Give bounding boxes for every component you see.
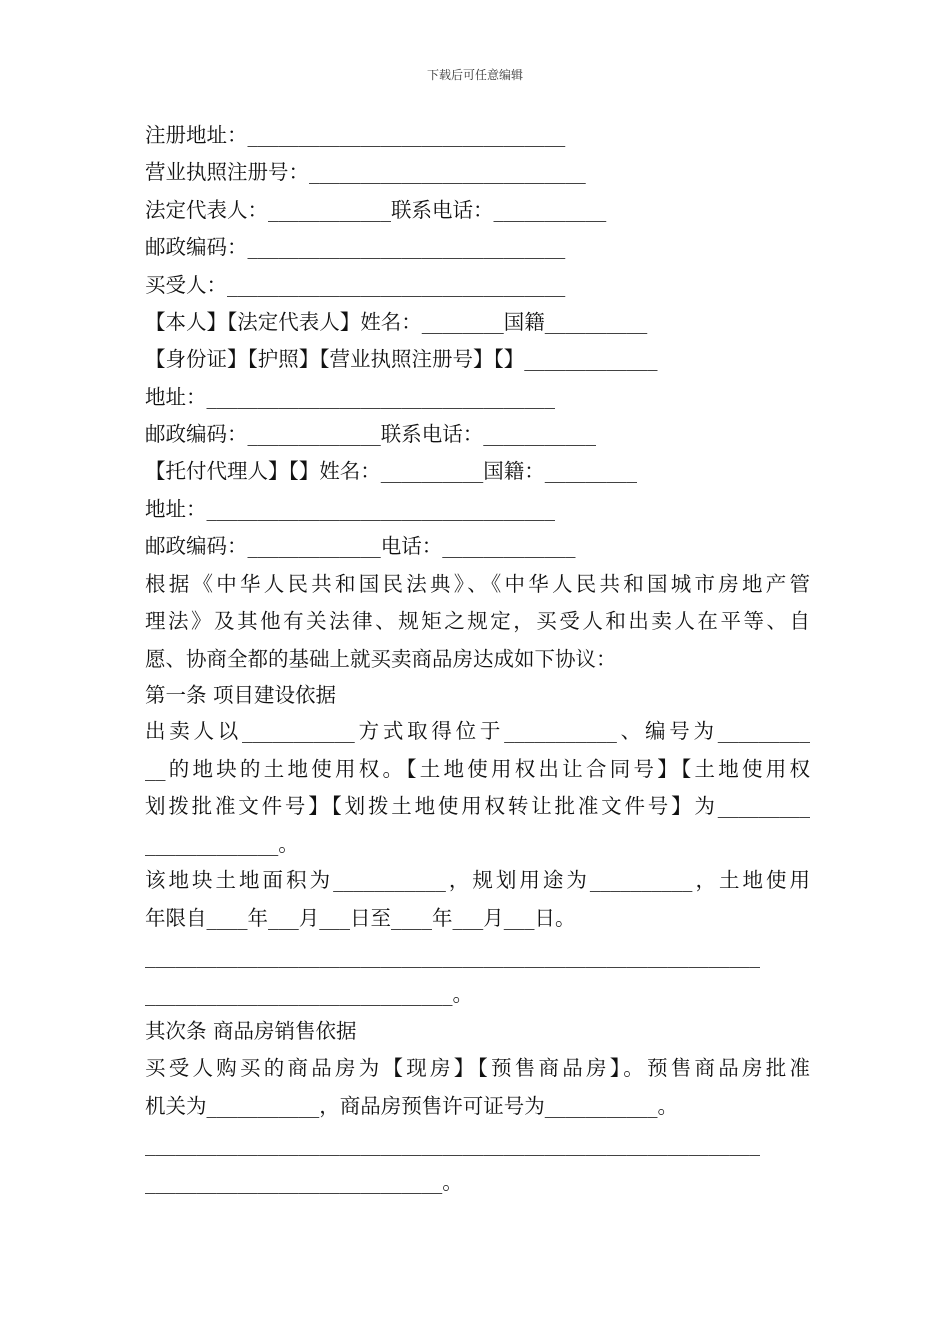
doc-line-article-1-2: __的地块的土地使用权。【土地使用权出让合同号】【土地使用权	[145, 757, 810, 781]
doc-line-buyer-address: 地址：__________________________________	[145, 385, 555, 409]
doc-line-agent-address: 地址：__________________________________	[145, 497, 555, 521]
doc-line-blank-3: ____________________________________________________________	[145, 1132, 760, 1156]
doc-line-article-2-2: 机关为___________，商品房预售许可证号为___________。	[145, 1094, 678, 1118]
doc-line-article-1-1: 出卖人以___________方式取得位于___________、编号为_________	[145, 719, 810, 743]
doc-line-agent-name: 【托付代理人】【】姓名：__________国籍：_________	[145, 459, 637, 483]
doc-line-preamble-1: 根据《中华人民共和国民法典》、《中华人民共和国城市房地产管	[145, 572, 810, 596]
doc-line-article-1-4: _____________。	[145, 832, 299, 856]
doc-line-agent-postal-phone: 邮政编码：_____________电话：_____________	[145, 534, 576, 558]
doc-line-blank-2: ______________________________。	[145, 982, 473, 1006]
doc-line-preamble-3: 愿、协商全都的基础上就买卖商品房达成如下协议：	[145, 647, 617, 671]
doc-line-blank-4: _____________________________。	[145, 1170, 463, 1194]
doc-line-postal-code: 邮政编码：_______________________________	[145, 235, 566, 259]
page-header: 下载后可任意编辑	[426, 68, 523, 82]
doc-line-registered-address: 注册地址：_______________________________	[145, 123, 566, 147]
doc-line-land-term: 年限自____年___月___日至____年___月___日。	[145, 906, 576, 930]
doc-line-article-2-1: 买受人购买的商品房为【现房】【预售商品房】。预售商品房批准	[145, 1056, 810, 1080]
doc-line-legal-rep-phone: 法定代表人：____________联系电话：___________	[145, 198, 607, 222]
doc-line-license-number: 营业执照注册号：___________________________	[145, 160, 586, 184]
doc-line-buyer-postal-phone: 邮政编码：_____________联系电话：___________	[145, 422, 596, 446]
doc-line-article-1-3: 划拨批准文件号】【划拨土地使用权转让批准文件号】为_________	[145, 794, 810, 818]
doc-line-buyer-id: 【身份证】【护照】【营业执照注册号】【】_____________	[145, 347, 658, 371]
doc-line-land-area: 该地块土地面积为___________，规划用途为__________，土地使用	[145, 868, 810, 892]
article-1-heading: 第一条 项目建设依据	[145, 683, 337, 707]
article-2-heading: 其次条 商品房销售依据	[145, 1019, 357, 1043]
doc-line-buyer: 买受人：_________________________________	[145, 273, 566, 297]
doc-line-preamble-2: 理法》及其他有关法律、规矩之规定，买受人和出卖人在平等、自	[145, 609, 810, 633]
doc-line-buyer-name-nationality: 【本人】【法定代表人】姓名：________国籍__________	[145, 310, 648, 334]
doc-line-blank-1: ____________________________________________________________	[145, 944, 760, 968]
